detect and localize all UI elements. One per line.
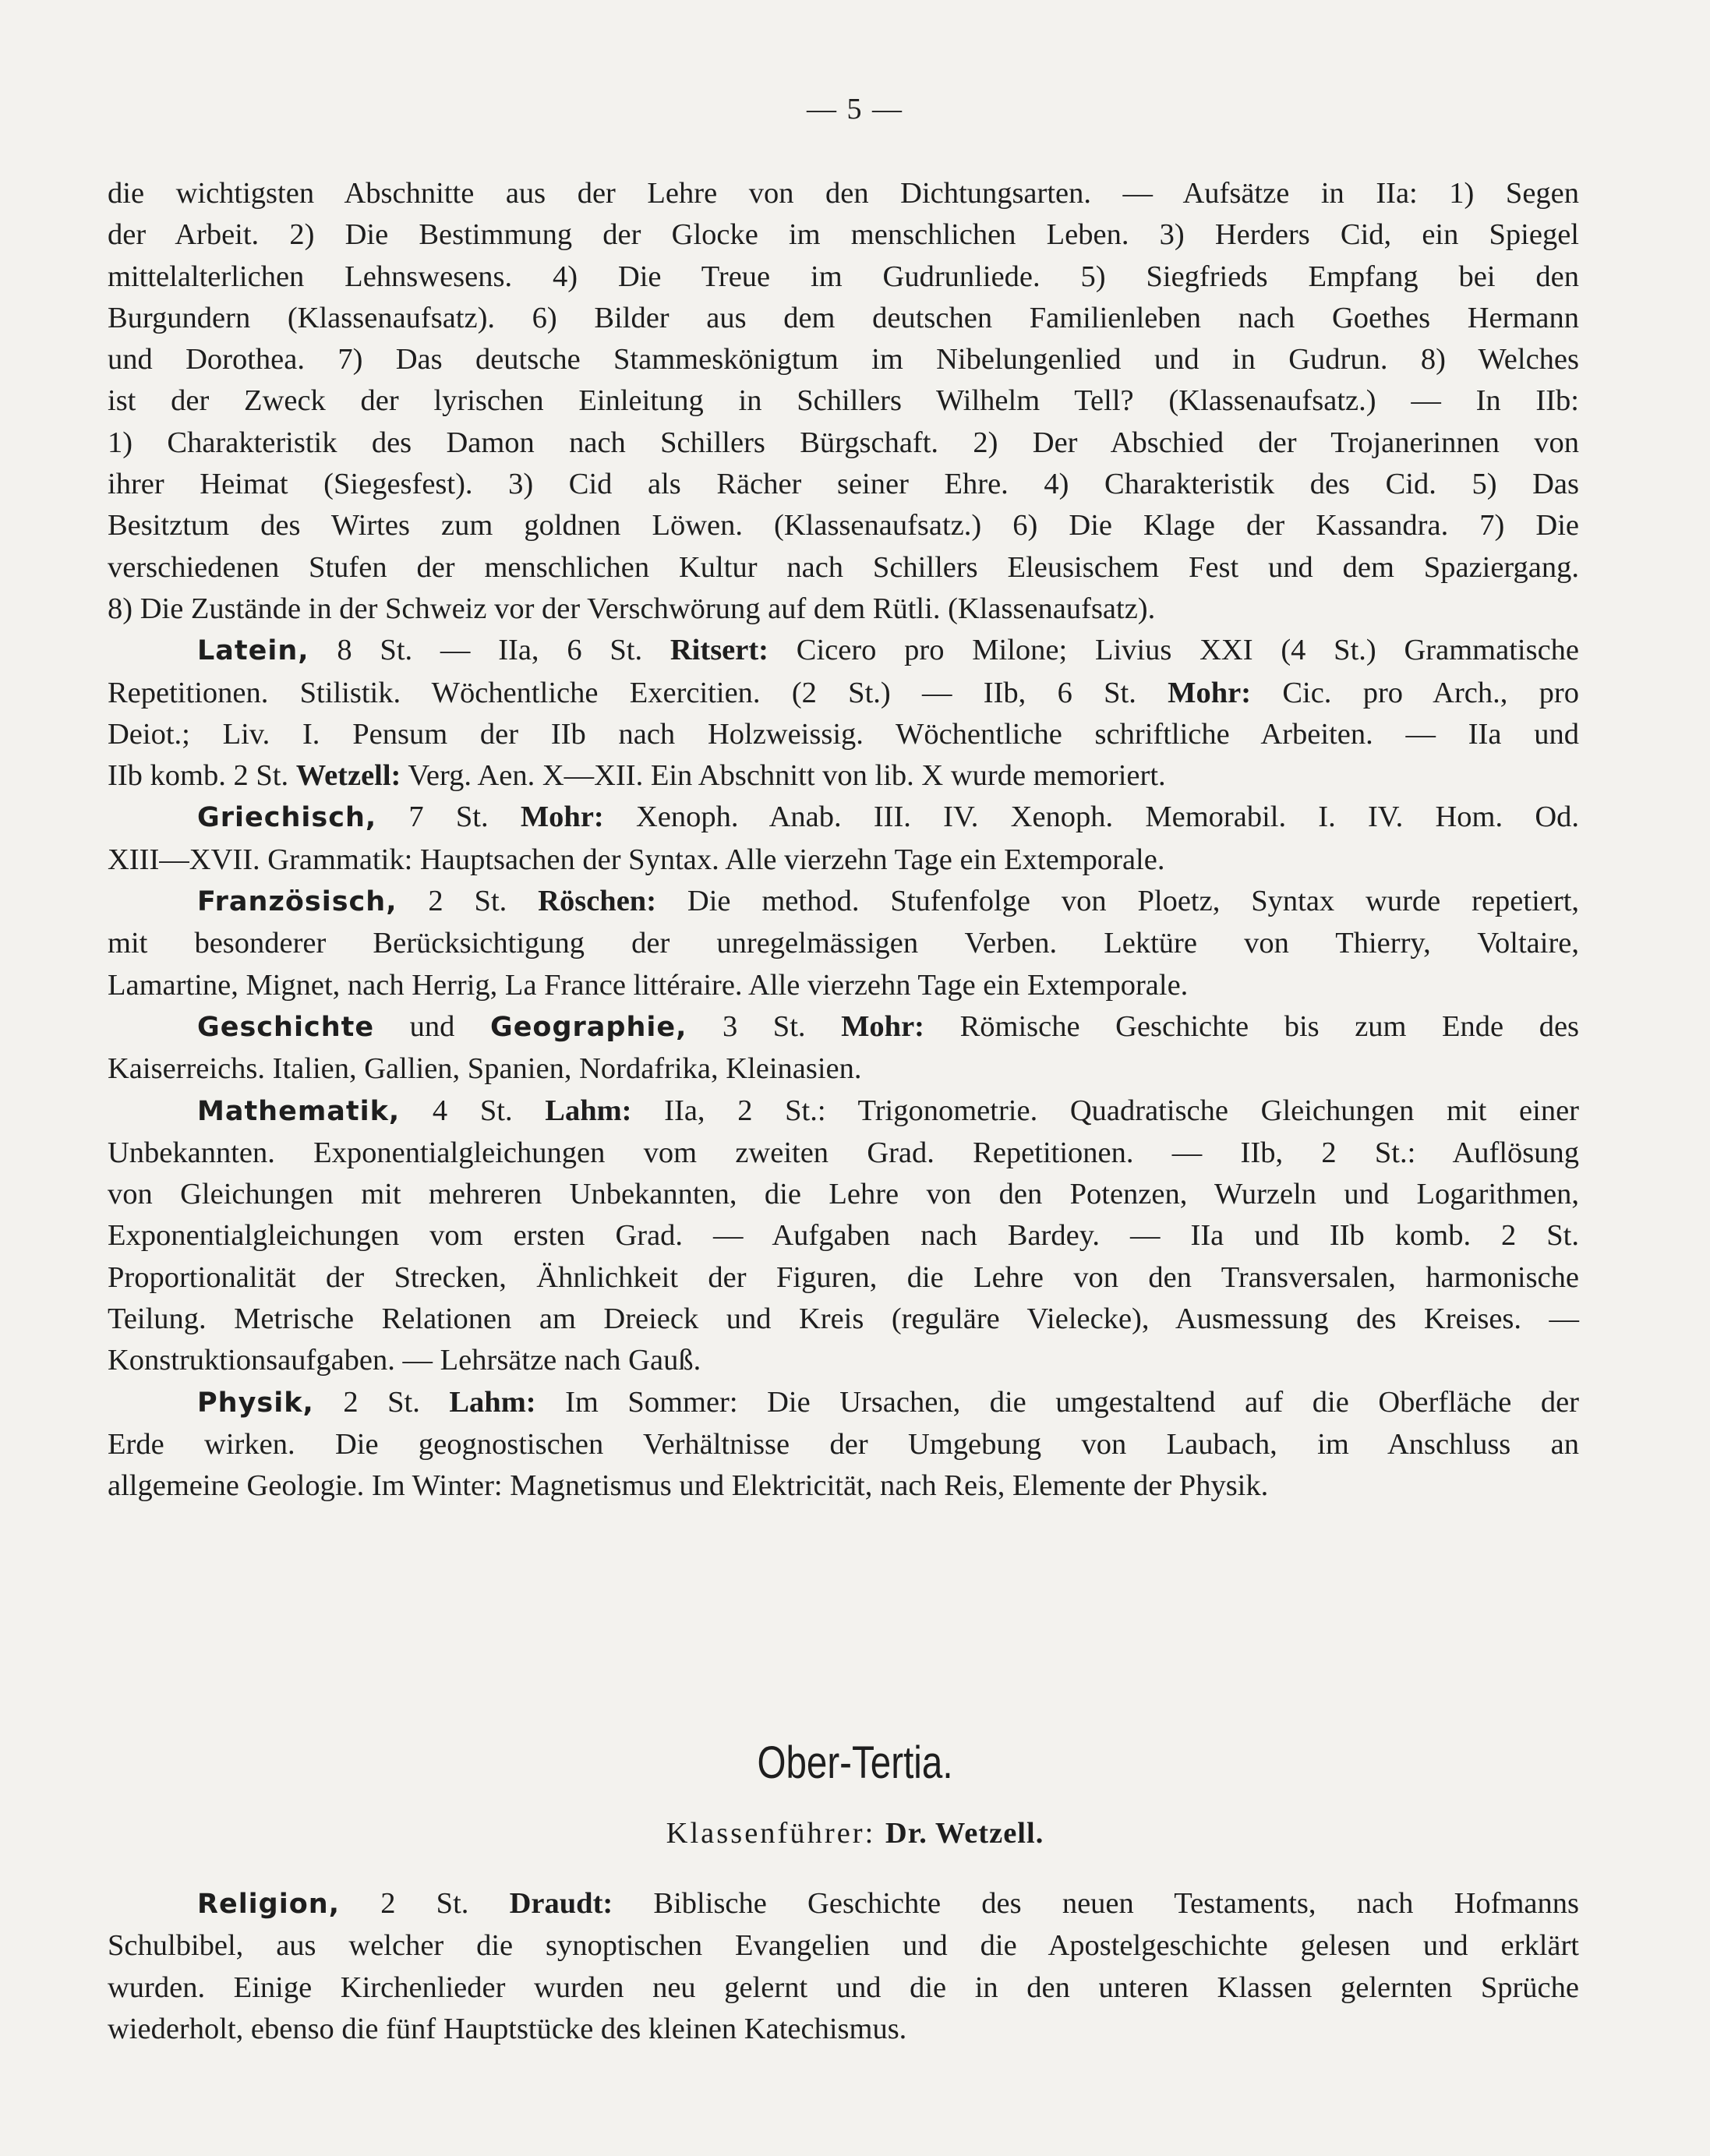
line-text: und (374, 1009, 490, 1043)
text-line (108, 1883, 1579, 1925)
text-line (108, 422, 1579, 464)
text-line (108, 173, 1579, 214)
line-text: von Gleichungen mit mehreren Unbekannten, die Lehre von den Potenzen, Wurzeln und Logarithmen, (108, 1178, 1579, 1211)
text-line (108, 214, 1579, 256)
line-text: Proportionalität der Strecken, Ähnlichkeit der Figuren, die Lehre von den Transversalen, harmonische (108, 1260, 1579, 1294)
section-title: Ober-Tertia. (757, 1737, 953, 1788)
text-line (108, 298, 1579, 339)
line-text: allgemeine Geologie. Im Winter: Magnetismus und Elektricität, nach Reis, Elemente der Physik. (108, 1469, 1269, 1503)
subject-heading: Latein, (197, 635, 309, 667)
line-text: Exponentialgleichungen vom ersten Grad. — Aufgaben nach Bardey. — IIa und IIb komb. 2 St. (108, 1219, 1579, 1253)
teacher-name: Röschen: (538, 885, 657, 918)
text-line (108, 588, 1579, 630)
text-line (108, 547, 1579, 588)
line-text: 7 St. (376, 801, 521, 834)
teacher-name: Draudt: (509, 1887, 613, 1920)
line-text: 3 St. (687, 1009, 842, 1043)
line-text: Besitztum des Wirtes zum goldnen Löwen. (Klassenaufsatz.) 6) Die Klage der Kassandra. 7) Die (108, 509, 1579, 543)
text-block-bottom (108, 1883, 1579, 2050)
text-line (108, 881, 1579, 923)
line-text: mittelalterlichen Lehnswesens. 4) Die Treue im Gudrunliede. 5) Siegfrieds Empfang bei den (108, 260, 1579, 293)
line-text: verschiedenen Stufen der menschlichen Kultur nach Schillers Eleusischem Fest und dem Spaziergang. (108, 550, 1579, 584)
line-text: Cicero pro Milone; Livius XXI (4 St.) Grammatische (768, 634, 1580, 667)
line-text: 2 St. (397, 885, 539, 918)
line-text: Im Sommer: Die Ursachen, die umgestaltend auf die Oberfläche der (535, 1385, 1579, 1419)
line-text: und Dorothea. 7) Das deutsche Stammeskönigtum im Nibelungenlied und in Gudrun. 8) Welches (108, 343, 1579, 376)
line-text: wurden. Einige Kirchenlieder wurden neu gelernt und die in den unteren Klassen gelernten Sprüche (108, 1970, 1579, 2004)
line-text: Xenoph. Anab. III. IV. Xenoph. Memorabil. I. IV. Hom. Od. (603, 801, 1580, 834)
line-text: Die method. Stufenfolge von Ploetz, Syntax wurde repetiert, (656, 885, 1580, 918)
line-text: 4 St. (400, 1094, 546, 1127)
line-text: IIa, 2 St.: Trigonometrie. Quadratische Gleichungen mit einer (631, 1094, 1579, 1127)
text-line (108, 755, 1579, 797)
line-text: Cic. pro Arch., pro (1251, 676, 1579, 709)
subject-heading: Geschichte (197, 1011, 375, 1043)
line-text: Lamartine, Mignet, nach Herrig, La France littéraire. Alle vierzehn Tage ein Extemporale. (108, 968, 1189, 1002)
line-text: ihrer Heimat (Siegesfest). 3) Cid als Rächer seiner Ehre. 4) Charakteristik des Cid. 5) Das (108, 468, 1579, 501)
line-text: wiederholt, ebenso die fünf Hauptstücke des kleinen Katechismus. (108, 2012, 907, 2045)
line-text: Kaiserreichs. Italien, Gallien, Spanien, Nordafrika, Kleinasien. (108, 1052, 862, 1086)
line-text: XIII—XVII. Grammatik: Hauptsachen der Syntax. Alle vierzehn Tage ein Extemporale. (108, 843, 1165, 876)
line-text: Deiot.; Liv. I. Pensum der IIb nach Holzweissig. Wöchentliche schriftliche Arbeiten. — IIa und (108, 717, 1579, 751)
page-number: — 5 — (807, 93, 903, 125)
line-text: Schulbibel, aus welcher die synoptischen Evangelien und die Apostelgeschichte gelesen und erklärt (108, 1929, 1579, 1963)
teacher-name: Mohr: (520, 801, 604, 834)
text-line (108, 464, 1579, 505)
text-line (108, 630, 1579, 672)
text-line (108, 1299, 1579, 1340)
text-line (108, 1257, 1579, 1299)
line-text: ist der Zweck der lyrischen Einleitung in Schillers Wilhelm Tell? (Klassenaufsatz.) — In IIb: (108, 384, 1579, 418)
text-line (108, 380, 1579, 422)
text-line (108, 714, 1579, 755)
teacher-name: Lahm: (449, 1385, 536, 1419)
class-leader-label: Klassenführer: (666, 1817, 885, 1850)
text-line (108, 839, 1579, 881)
line-text: Unbekannten. Exponentialgleichungen vom zweiten Grad. Repetitionen. — IIb, 2 St.: Auflösung (108, 1136, 1579, 1169)
line-text: Repetitionen. Stilistik. Wöchentliche Exercitien. (2 St.) — IIb, 6 St. (108, 676, 1168, 709)
text-line (108, 505, 1579, 546)
class-leader-name: Dr. Wetzell. (885, 1817, 1044, 1850)
line-text: mit besonderer Berücksichtigung der unregelmässigen Verben. Lektüre von Thierry, Voltaire, (108, 927, 1579, 960)
text-line (108, 1465, 1579, 1507)
text-line (108, 797, 1579, 839)
text-line (108, 1048, 1579, 1090)
line-text: 2 St. (313, 1385, 450, 1419)
teacher-name: Mohr: (841, 1009, 925, 1043)
line-text: IIb komb. 2 St. (108, 759, 296, 793)
text-line (108, 1382, 1579, 1424)
subject-heading: Französisch, (197, 886, 397, 918)
teacher-name: Wetzell: (295, 759, 401, 793)
text-line (108, 256, 1579, 298)
line-text: 8 St. — IIa, 6 St. (309, 634, 670, 667)
line-text: Burgundern (Klassenaufsatz). 6) Bilder aus dem deutschen Familienleben nach Goethes Hermann (108, 301, 1579, 334)
text-line (108, 965, 1579, 1006)
text-line (108, 1424, 1579, 1465)
line-text: Teilung. Metrische Relationen am Dreieck und Kreis (reguläre Vielecke), Ausmessung des Kreises. — (108, 1302, 1579, 1336)
text-block-top (108, 173, 1579, 1507)
text-line (108, 1925, 1579, 1967)
line-text: Konstruktionsaufgaben. — Lehrsätze nach Gauß. (108, 1344, 701, 1377)
teacher-name: Lahm: (545, 1094, 632, 1127)
text-line (108, 2009, 1579, 2050)
text-line (108, 673, 1579, 714)
text-line (108, 1215, 1579, 1256)
teacher-name: Ritsert: (670, 634, 768, 667)
line-text: 8) Die Zustände in der Schweiz vor der Verschwörung auf dem Rütli. (Klassenaufsatz). (108, 592, 1156, 625)
line-text: der Arbeit. 2) Die Bestimmung der Glocke im menschlichen Leben. 3) Herders Cid, ein Spiegel (108, 218, 1579, 252)
line-text: Verg. Aen. X—XII. Ein Abschnitt von lib. X wurde memoriert. (401, 759, 1166, 793)
teacher-name: Mohr: (1168, 676, 1252, 709)
line-text: Römische Geschichte bis zum Ende des (924, 1009, 1580, 1043)
subject-heading: Physik, (197, 1387, 314, 1419)
line-text: die wichtigsten Abschnitte aus der Lehre von den Dichtungsarten. — Aufsätze in IIa: 1) Segen (108, 177, 1579, 210)
line-text: Biblische Geschichte des neuen Testaments, nach Hofmanns (613, 1887, 1580, 1920)
subject-heading: Griechisch, (197, 802, 377, 834)
text-line (108, 1967, 1579, 2009)
line-text: Erde wirken. Die geognostischen Verhältnisse der Umgebung von Laubach, im Anschluss an (108, 1427, 1579, 1461)
text-line (108, 923, 1579, 964)
line-text: 1) Charakteristik des Damon nach Schillers Bürgschaft. 2) Der Abschied der Trojanerinnen von (108, 426, 1579, 459)
subject-heading: Geographie, (489, 1011, 687, 1043)
subject-heading: Mathematik, (197, 1095, 401, 1127)
line-text: 2 St. (340, 1887, 510, 1920)
class-leader (0, 1816, 1710, 1850)
text-line (108, 1006, 1579, 1048)
text-line (108, 339, 1579, 380)
text-line (108, 1174, 1579, 1215)
text-line (108, 1090, 1579, 1133)
text-line (108, 1133, 1579, 1174)
text-line (108, 1340, 1579, 1381)
subject-heading: Religion, (197, 1889, 340, 1920)
